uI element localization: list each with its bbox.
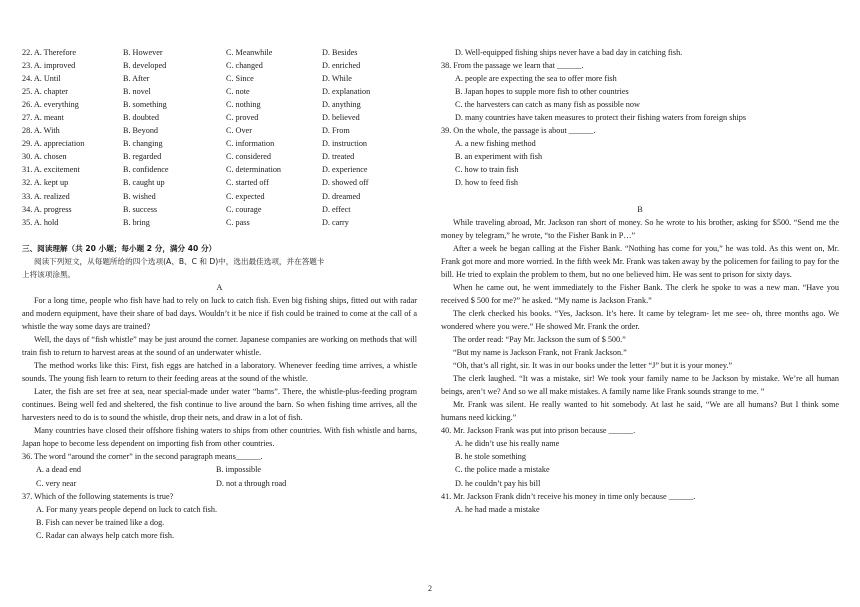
cloze-option: D. enriched (322, 61, 361, 71)
question-40-stem: 40. Mr. Jackson Frank was put into prison because ______. (441, 426, 636, 436)
option-39-a: A. a new fishing method (455, 139, 536, 149)
cloze-option: D. Besides (322, 48, 358, 57)
cloze-option-row (22, 85, 417, 98)
option-37-d: D. Well-equipped fishing ships never have a bad day in catching fish. (455, 48, 683, 57)
cloze-option: C. determination (226, 165, 282, 175)
passage-a-paragraph: Later, the fish are set free at sea, near special-made under water “barns”. There, the whistle-plus-feeding program continues. Being well fed and sheltered, the fish continue to live around the barn. So when fishing time arrives, all the harvesters need to do is to sound the whistle, drop their nets, and draw in a lot of fish. (22, 387, 417, 423)
option-38-d: D. many countries have taken measures to protect their fishing waters from foreign ships (455, 113, 747, 123)
cloze-option: D. effect (322, 204, 351, 214)
cloze-option: B. novel (123, 87, 151, 97)
cloze-option: 35. A. hold (22, 217, 59, 227)
option-38-a: A. people are expecting the sea to offer more fish (455, 74, 617, 84)
option-37-c: C. Radar can always help catch more fish. (36, 530, 175, 540)
section-instruction: 阅读下列短文，从每题所给的四个选项(A、B、C 和 D)中，选出最佳选项，并在答题卡 (34, 256, 325, 266)
cloze-option: B. developed (123, 61, 167, 71)
cloze-option: B. Beyond (123, 126, 159, 136)
cloze-option: 34. A. progress (22, 204, 72, 214)
passage-b-paragraph: While traveling abroad, Mr. Jackson ran short of money. So he wrote to his brother, asking for $500. “Send me the money by telegram,” he wrote, “to the Fisher Bank in P…” (441, 217, 839, 240)
cloze-option: D. While (322, 74, 352, 84)
question-39-stem: 39. On the whole, the passage is about ______. (441, 126, 596, 136)
cloze-option-row (22, 163, 417, 176)
question-41-stem: 41. Mr. Jackson Frank didn’t receive his money in time only because ______. (441, 491, 696, 501)
cloze-option: B. something (123, 100, 167, 110)
cloze-option: 27. A. meant (22, 113, 64, 123)
option-39-b: B. an experiment with fish (455, 152, 543, 162)
cloze-option: B. wished (123, 191, 156, 201)
option-39-d: D. how to feed fish (455, 178, 518, 188)
cloze-option: 22. A. Therefore (22, 48, 76, 57)
passage-b-paragraph: The order read: “Pay Mr. Jackson the sum of $ 500.” (453, 334, 626, 344)
cloze-option: C. nothing (226, 100, 261, 110)
cloze-option: D. anything (322, 100, 361, 110)
cloze-option: C. proved (226, 113, 259, 123)
option-38-c: C. the harvesters can catch as many fish as possible now (455, 100, 640, 110)
cloze-option: C. Over (226, 126, 252, 136)
cloze-option: C. started off (226, 178, 269, 188)
option-40-c: C. the police made a mistake (455, 465, 550, 475)
question-36-options-row-2 (22, 477, 417, 490)
cloze-option: D. From (322, 126, 350, 136)
option-40-a: A. he didn’t use his really name (455, 439, 560, 449)
cloze-option: 33. A. realized (22, 191, 70, 201)
right-column (441, 46, 839, 516)
cloze-option: D. instruction (322, 139, 368, 149)
cloze-option-row (22, 137, 417, 150)
option-38-b: B. Japan hopes to supple more fish to other countries (455, 87, 629, 97)
question-36-options-row-1 (22, 463, 417, 476)
passage-b-label: B (637, 204, 643, 214)
passage-b-paragraph: The clerk laughed. “It was a mistake, sir! We took your family name to be Jackson by mistake. We’re all human beings, aren’t we? And so we all make mistakes. A family name like Frank sounds strange to me. ” (441, 374, 839, 397)
cloze-option-row (22, 59, 417, 72)
cloze-option: D. showed off (322, 178, 369, 188)
cloze-option-row (22, 98, 417, 111)
cloze-option: B. confidence (123, 165, 169, 175)
cloze-option-row (22, 46, 417, 59)
cloze-option-row (22, 150, 417, 163)
cloze-option: 26. A. everything (22, 100, 79, 110)
cloze-option: B. bring (123, 217, 150, 227)
cloze-option: C. courage (226, 204, 262, 214)
cloze-option: C. pass (226, 217, 250, 227)
passage-a-paragraph: The method works like this: First, fish eggs are hatched in a laboratory. Whenever feeding time arrives, a whistle sounds. The young fish learn to return to their feeding areas at the sound of the whistle. (22, 361, 417, 384)
cloze-option: B. caught up (123, 178, 165, 188)
passage-a-paragraph: Well, the days of “fish whistle” may be just around the corner. Japanese companies are working on methods that will train fish to return to harvest areas at the sound of an underwater whistle. (22, 334, 417, 358)
passage-b-paragraph: “But my name is Jackson Frank, not Frank Jackson.” (453, 348, 627, 358)
section-instruction-cont: 上将该项涂黑。 (22, 269, 76, 279)
cloze-option-row (22, 72, 417, 85)
cloze-option: C. Since (226, 74, 254, 84)
option-36-b: B. impossible (216, 465, 262, 475)
passage-a-label: A (216, 282, 223, 292)
cloze-option: C. considered (226, 152, 272, 162)
passage-b-paragraph: Mr. Frank was silent. He really wanted to hit somebody. At last he said, “We are all humans? But I think some humans need kicking.” (441, 400, 839, 423)
cloze-option: D. experience (322, 165, 368, 175)
cloze-option: C. expected (226, 191, 265, 201)
cloze-option-row (22, 203, 417, 216)
cloze-option: D. carry (322, 217, 349, 227)
cloze-option: B. changing (123, 139, 163, 149)
question-37-stem: 37. Which of the following statements is true? (22, 491, 174, 501)
cloze-option: D. treated (322, 152, 355, 162)
question-38-stem: 38. From the passage we learn that ______. (441, 61, 584, 71)
cloze-option-row (22, 111, 417, 124)
option-37-a: A. For many years people depend on luck to catch fish. (36, 504, 217, 514)
cloze-option: B. However (123, 48, 163, 57)
option-41-a: A. he had made a mistake (455, 504, 540, 514)
option-39-c: C. how to train fish (455, 165, 519, 175)
cloze-option: C. note (226, 87, 250, 97)
cloze-option-row (22, 124, 417, 137)
passage-b-paragraph: The clerk checked his books. “Yes, Jackson. It’s here. It came by telegram- let me see- oh, three months ago. We wondered where you were.” He showed Mr. Frank the order. (441, 308, 839, 331)
passage-a-paragraph: Many countries have closed their offshore fishing waters to ships from other countries. With fish whistle and barns, Japan hope to become less dependent on importing fish from other countries. (22, 426, 417, 449)
cloze-option-row (22, 190, 417, 203)
passage-b-paragraph: When he came out, he went immediately to the Fisher Bank. The clerk he spoke to was a new man. “Have you received $ 500 for me?” he asked. “My name is Jackson Frank.” (441, 282, 839, 305)
left-column (22, 46, 417, 542)
page-number: 2 (428, 584, 432, 593)
passage-b-paragraph: “Oh, that’s all right, sir. It was in our books under the letter “J” but it is your money.” (453, 361, 733, 371)
cloze-option: C. information (226, 139, 275, 149)
cloze-option: B. After (123, 74, 150, 84)
option-36-a: A. a dead end (36, 465, 82, 475)
cloze-option-row (22, 216, 417, 229)
cloze-option: D. dreamed (322, 191, 361, 201)
cloze-option: B. doubted (123, 113, 159, 123)
cloze-option: B. regarded (123, 152, 162, 162)
cloze-option: 29. A. appreciation (22, 139, 85, 149)
cloze-option: B. success (123, 204, 158, 214)
cloze-option: 30. A. chosen (22, 152, 67, 162)
cloze-option-row (22, 176, 417, 189)
question-36-stem: 36. The word “around the corner” in the second paragraph means______. (22, 452, 263, 462)
option-37-b: B. Fish can never be trained like a dog. (36, 517, 165, 527)
cloze-option: 31. A. excitement (22, 165, 80, 175)
cloze-option: 28. A. With (22, 126, 60, 136)
cloze-option: 24. A. Until (22, 74, 61, 84)
passage-a-paragraph: For a long time, people who fish have had to rely on luck to catch fish. Even big fishing ships, fitted out with radar and modern equipment, have their share of bad days. Wouldn’t it be nice if fish could be trained to come at the call of a whistle the way some days are trained? (22, 295, 417, 331)
option-40-d: D. he couldn’t pay his bill (455, 478, 541, 488)
cloze-option: D. believed (322, 113, 360, 123)
passage-b-paragraph: After a week he began calling at the Fisher Bank. “Nothing has come for you,” he was told. As this went on, Mr. Frank got more and more worried. In the fifth week Mr. Frank was taken away by the policemen for failing to pay for the bill. He tried to explain the problem to them, but no one believed him. He was sent to prison for sixty days. (441, 243, 839, 279)
option-40-b: B. he stole something (455, 452, 526, 462)
cloze-option: C. Meanwhile (226, 48, 273, 57)
option-36-d: D. not a through road (216, 478, 287, 488)
cloze-option: 23. A. improved (22, 61, 76, 71)
cloze-option: 32. A. kept up (22, 178, 69, 188)
cloze-options-table (22, 46, 417, 229)
option-36-c: C. very near (36, 478, 77, 488)
cloze-option: 25. A. chapter (22, 87, 68, 97)
section-title: 三、阅读理解（共 20 小题；每小题 2 分，满分 40 分） (22, 243, 217, 253)
cloze-option: D. explanation (322, 87, 371, 97)
cloze-option: C. changed (226, 61, 263, 71)
